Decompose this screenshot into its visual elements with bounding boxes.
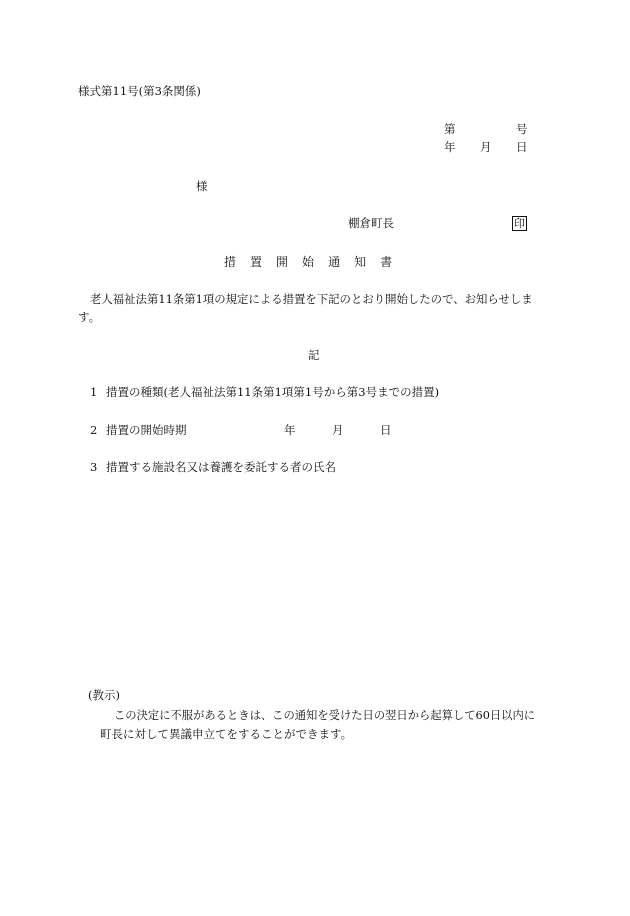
item-number: 3 [90,460,98,474]
start-year: 年 [284,423,296,437]
title-char: 措 [224,255,237,269]
item-text: 措置する施設名又は養護を委託する者の氏名 [106,460,336,474]
form-label: 様式第11号(第3条関係) [78,84,201,98]
date-day: 日 [516,140,528,154]
document-title [224,256,392,268]
body-paragraph-line1: 老人福祉法第11条第1項の規定による措置を下記のとおり開始したので、お知らせしま [90,292,533,306]
item-text: 措置の種類(老人福祉法第11条第1項第1号から第3号までの措置) [106,385,440,399]
doc-number-prefix: 第 [444,122,456,136]
addressee-suffix: 様 [196,179,208,193]
title-char: 書 [380,255,393,269]
item-text: 措置の開始時期 [106,423,187,437]
start-month: 月 [332,423,344,437]
note-heading: 記 [308,348,320,362]
start-day: 日 [380,423,392,437]
item-number: 1 [90,385,98,399]
title-char: 置 [250,255,263,269]
date-year: 年 [444,140,456,154]
body-paragraph-line2: す。 [78,310,101,324]
seal-label: 印 [514,217,525,230]
instruction-line2: 町長に対して異議申立てをすることができます。 [100,727,353,741]
title-char: 始 [302,255,315,269]
instruction-line1: この決定に不服があるときは、この通知を受けた日の翌日から起算して60日以内に [114,709,536,722]
title-char: 知 [354,255,367,269]
seal-mark [512,216,527,231]
title-char: 通 [328,255,341,269]
item-number: 2 [90,423,98,437]
issuer-title: 棚倉町長 [348,216,394,230]
doc-number-suffix: 号 [516,122,528,136]
date-month: 月 [480,140,492,154]
instruction-heading: (教示) [88,688,120,702]
title-char: 開 [276,255,289,269]
